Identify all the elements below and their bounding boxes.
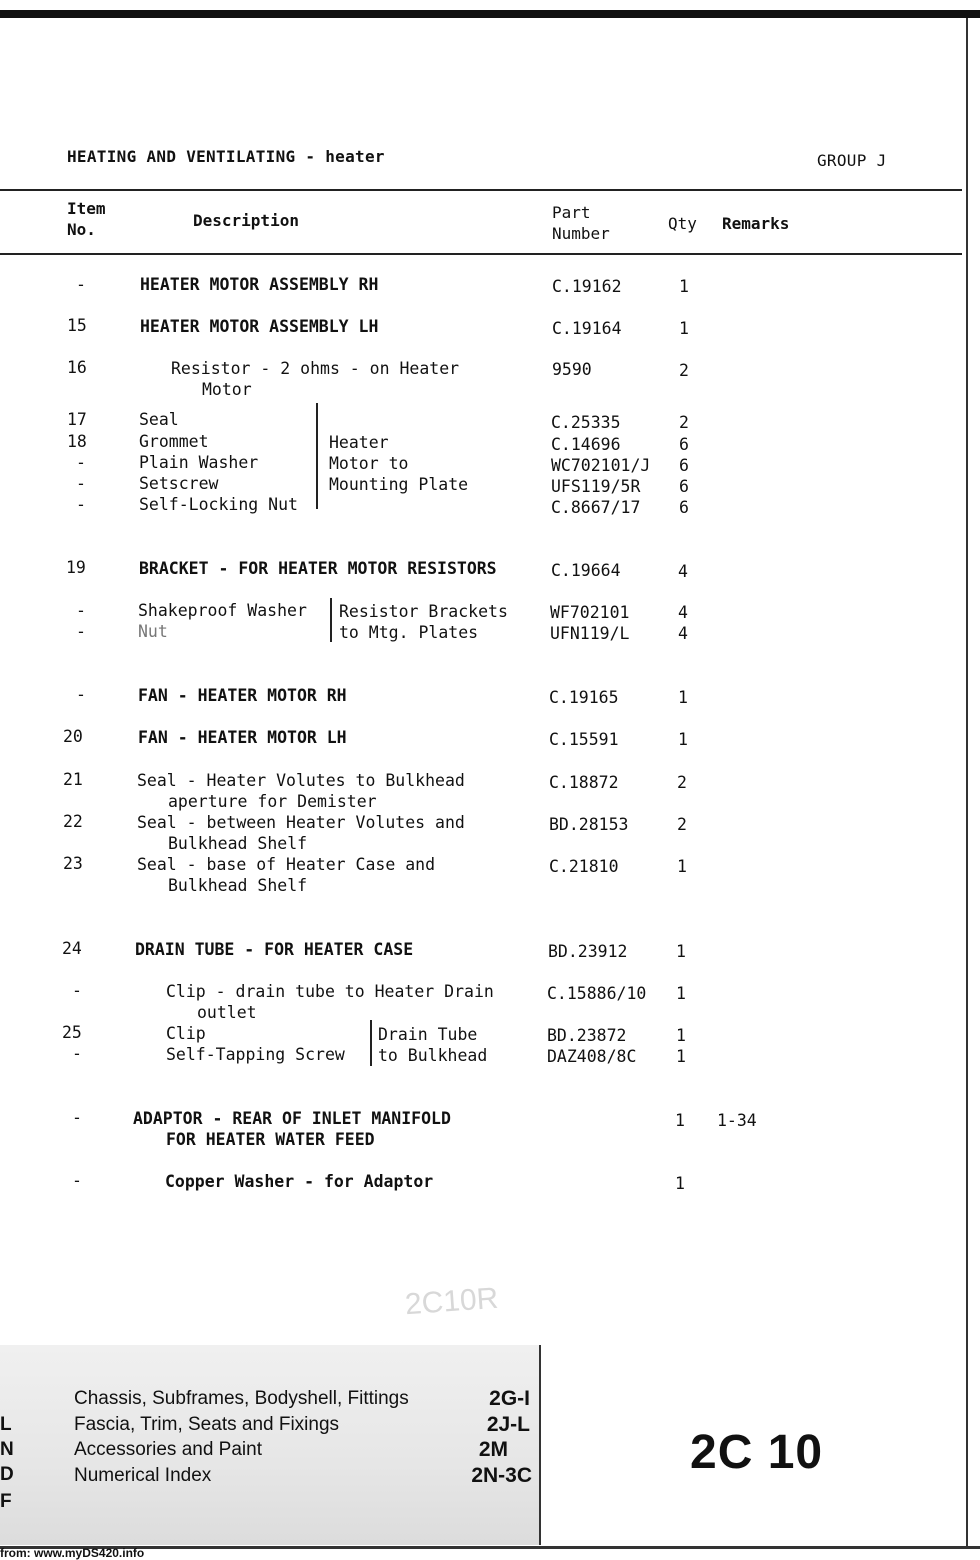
part-number: C.19164 xyxy=(552,319,622,338)
part-number: BD.28153 xyxy=(549,815,629,834)
item-no: - xyxy=(72,981,82,1000)
bottom-border xyxy=(0,1546,980,1549)
description: Self-Tapping Screw xyxy=(166,1045,345,1064)
description-cont: Bulkhead Shelf xyxy=(168,876,308,895)
group-note: Motor to xyxy=(329,454,409,473)
item-no: - xyxy=(76,601,86,620)
description-cont: Motor xyxy=(202,380,252,399)
part-number: C.14696 xyxy=(551,435,621,454)
col-qty: Qty xyxy=(668,214,697,233)
item-no: - xyxy=(76,495,86,514)
item-no: - xyxy=(72,1108,82,1127)
group-bracket xyxy=(370,1020,372,1066)
item-no: - xyxy=(76,622,86,641)
qty: 1 xyxy=(679,277,689,296)
edge-letter: F xyxy=(0,1491,12,1512)
source-credit: from: www.myDS420.info xyxy=(0,1546,145,1560)
item-no: - xyxy=(76,453,86,472)
item-no: 23 xyxy=(63,854,83,873)
description: Seal xyxy=(139,410,179,429)
qty: 1 xyxy=(678,730,688,749)
qty: 2 xyxy=(677,773,687,792)
description-cont: aperture for Demister xyxy=(168,792,377,811)
part-number: C.19162 xyxy=(552,277,622,296)
group-label: GROUP J xyxy=(817,151,887,170)
group-note: Heater xyxy=(329,433,389,452)
item-no: 17 xyxy=(67,410,87,429)
edge-letter: L xyxy=(0,1414,12,1435)
qty: 4 xyxy=(678,603,688,622)
part-number: UFN119/L xyxy=(550,624,630,643)
faint-stamp: 2C10R xyxy=(403,1281,500,1322)
part-number: C.15591 xyxy=(549,730,619,749)
item-no: - xyxy=(72,1044,82,1063)
item-no: 20 xyxy=(63,727,83,746)
qty: 6 xyxy=(679,435,689,454)
qty: 4 xyxy=(678,562,688,581)
qty: 1 xyxy=(677,857,687,876)
part-number: WF702101 xyxy=(550,603,630,622)
right-border xyxy=(966,18,968,1548)
qty: 1 xyxy=(675,1111,685,1130)
part-number: C.8667/17 xyxy=(551,498,641,517)
col-item-no: Item No. xyxy=(67,199,106,239)
part-number: C.19664 xyxy=(551,561,621,580)
part-number: C.25335 xyxy=(551,413,621,432)
index-label: Fascia, Trim, Seats and Fixings xyxy=(74,1414,340,1435)
item-no: 15 xyxy=(67,316,87,335)
item-no: - xyxy=(76,275,86,294)
page-reference: 2C 10 xyxy=(690,1426,824,1479)
part-number: C.18872 xyxy=(549,773,619,792)
description: Seal - Heater Volutes to Bulkhead xyxy=(137,771,465,790)
description: FAN - HEATER MOTOR LH xyxy=(138,728,347,747)
qty: 2 xyxy=(679,413,689,432)
part-number: C.21810 xyxy=(549,857,619,876)
qty: 4 xyxy=(678,624,688,643)
description: DRAIN TUBE - FOR HEATER CASE xyxy=(135,940,414,959)
index-code: 2M xyxy=(478,1438,508,1461)
qty: 1 xyxy=(676,1047,686,1066)
qty: 1 xyxy=(678,688,688,707)
part-number: C.19165 xyxy=(549,688,619,707)
part-number: 9590 xyxy=(552,360,592,379)
index-code: 2N-3C xyxy=(471,1464,532,1487)
description: Clip xyxy=(166,1024,206,1043)
description: Setscrew xyxy=(139,474,219,493)
qty: 1 xyxy=(676,984,686,1003)
qty: 2 xyxy=(677,815,687,834)
description: HEATER MOTOR ASSEMBLY RH xyxy=(140,275,379,294)
group-note: to Bulkhead xyxy=(378,1046,488,1065)
part-number: DAZ408/8C xyxy=(547,1047,637,1066)
index-label: Accessories and Paint xyxy=(74,1439,262,1460)
qty: 6 xyxy=(679,477,689,496)
description: Grommet xyxy=(139,432,209,451)
remarks: 1-34 xyxy=(717,1111,757,1130)
description: Clip - drain tube to Heater Drain xyxy=(166,982,494,1001)
part-number: BD.23912 xyxy=(548,942,628,961)
qty: 1 xyxy=(676,1026,686,1045)
item-no: 18 xyxy=(67,432,87,451)
part-number: BD.23872 xyxy=(547,1026,627,1045)
col-part-number: Part Number xyxy=(552,203,610,243)
qty: 1 xyxy=(679,319,689,338)
description: Copper Washer - for Adaptor xyxy=(165,1172,434,1191)
column-rule xyxy=(0,253,962,255)
item-no: 25 xyxy=(62,1023,82,1042)
description: BRACKET - FOR HEATER MOTOR RESISTORS xyxy=(139,559,497,578)
item-no: 24 xyxy=(62,939,82,958)
part-number: C.15886/10 xyxy=(547,984,647,1003)
group-note: Drain Tube xyxy=(378,1025,478,1044)
item-no: 16 xyxy=(67,358,87,377)
section-title: HEATING AND VENTILATING - heater xyxy=(67,147,385,166)
description: Plain Washer xyxy=(139,453,259,472)
description-cont: Bulkhead Shelf xyxy=(168,834,308,853)
qty: 6 xyxy=(679,456,689,475)
qty: 2 xyxy=(679,361,689,380)
description: Seal - base of Heater Case and xyxy=(137,855,436,874)
group-bracket xyxy=(330,598,332,642)
description-cont: FOR HEATER WATER FEED xyxy=(166,1130,375,1149)
part-number: WC702101/J xyxy=(551,456,651,475)
part-number: UFS119/5R xyxy=(551,477,641,496)
item-no: 21 xyxy=(63,770,83,789)
edge-letter: D xyxy=(0,1464,14,1485)
description: Nut xyxy=(138,622,168,641)
item-no: - xyxy=(76,474,86,493)
description: Resistor - 2 ohms - on Heater xyxy=(171,359,460,378)
index-code: 2J-L xyxy=(486,1413,530,1436)
description: Seal - between Heater Volutes and xyxy=(137,813,465,832)
item-no: 22 xyxy=(63,812,83,831)
description-cont: outlet xyxy=(197,1003,257,1022)
col-remarks: Remarks xyxy=(722,214,790,233)
group-bracket xyxy=(316,403,318,509)
index-label: Chassis, Subframes, Bodyshell, Fittings xyxy=(74,1388,409,1409)
description: ADAPTOR - REAR OF INLET MANIFOLD xyxy=(133,1109,451,1128)
header-rule xyxy=(0,189,962,191)
index-label: Numerical Index xyxy=(74,1465,212,1486)
top-border xyxy=(0,10,980,18)
description: Self-Locking Nut xyxy=(139,495,298,514)
description: Shakeproof Washer xyxy=(138,601,307,620)
index-code: 2G-I xyxy=(489,1387,530,1410)
description: FAN - HEATER MOTOR RH xyxy=(138,686,347,705)
col-description: Description xyxy=(193,211,299,230)
qty: 6 xyxy=(679,498,689,517)
qty: 1 xyxy=(676,942,686,961)
footer-divider xyxy=(539,1345,541,1545)
item-no: 19 xyxy=(66,558,86,577)
group-note: to Mtg. Plates xyxy=(339,623,479,642)
group-note: Resistor Brackets xyxy=(339,602,508,621)
description: HEATER MOTOR ASSEMBLY LH xyxy=(140,317,379,336)
edge-letter: N xyxy=(0,1439,14,1460)
item-no: - xyxy=(72,1171,82,1190)
group-note: Mounting Plate xyxy=(329,475,469,494)
qty: 1 xyxy=(675,1174,685,1193)
item-no: - xyxy=(76,685,86,704)
